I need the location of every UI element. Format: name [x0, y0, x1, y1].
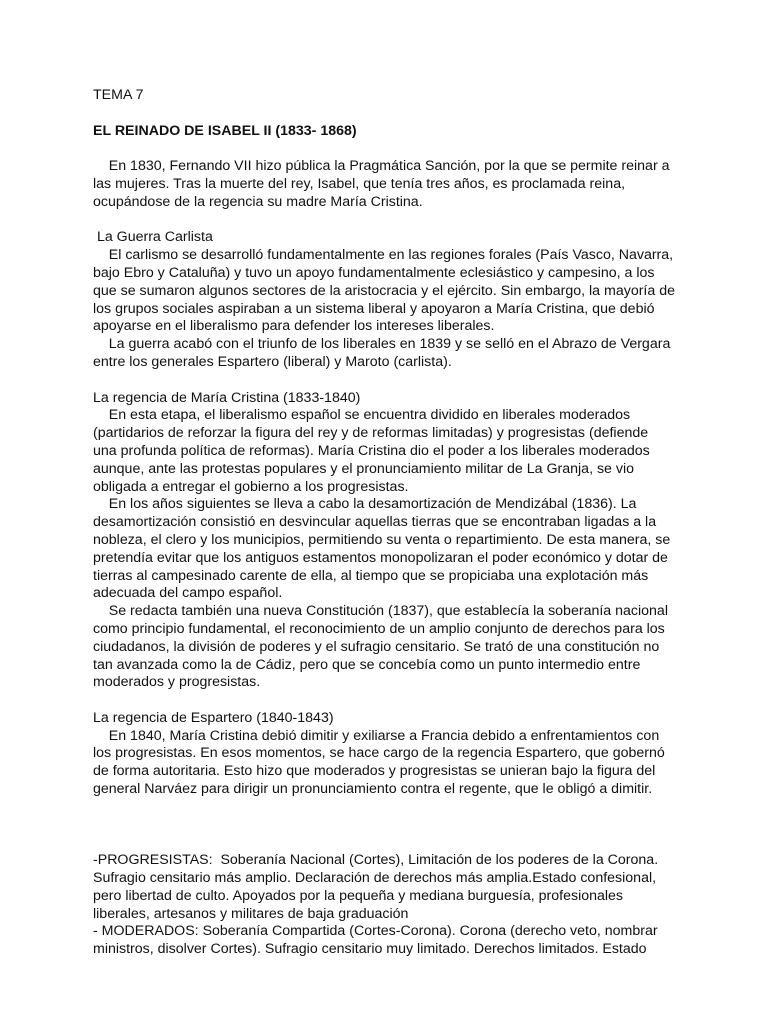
section-guerra-carlista [93, 229, 683, 371]
text-line: una profunda política de reformas). María Cristina dio el poder a los liberales moderados [93, 442, 650, 459]
text-line: apoyarse en el liberalismo para defender los intereses liberales. [93, 318, 495, 335]
text-line: liberales, artesanos y militares de baja graduación [93, 905, 409, 922]
text-line: La guerra acabó con el triunfo de los liberales en 1839 y se selló en el Abrazo de Vergara [93, 336, 671, 353]
text-line: general Narváez para dirigir un pronunciamiento contra el regente, que le obligó a dimitir. [93, 781, 653, 798]
blank-space [93, 817, 683, 853]
text-line: -PROGRESISTAS: Soberanía Nacional (Cortes), Limitación de los poderes de la Corona. [93, 852, 659, 869]
text-line: En los años siguientes se lleva a cabo la desamortización de Mendizábal (1836). La [93, 496, 637, 513]
text-line: nobleza, el clero y los municipios, permitiendo su venta o repartimiento. De esta manera, se [93, 531, 671, 548]
section-heading: La regencia de María Cristina (1833-1840) [93, 389, 361, 406]
text-line: que se sumaron algunos sectores de la aristocracia y el ejército. Sin embargo, la mayoría de [93, 282, 675, 299]
text-line: ocupándose de la regencia su madre María Cristina. [93, 193, 423, 210]
parties-summary [93, 852, 683, 959]
text-line: como principio fundamental, el reconocimiento de un amplio conjunto de derechos para los [93, 620, 665, 637]
text-line: ciudadanos, la división de poderes y el sufragio censitario. Se trató de una constitución no [93, 638, 660, 655]
text-line: adecuada del campo español. [93, 585, 283, 602]
text-line: En esta etapa, el liberalismo español se encuentra dividido en liberales moderados [93, 407, 631, 424]
text-line: En 1840, María Cristina debió dimitir y exiliarse a Francia debido a enfrentamientos con [93, 727, 660, 744]
document-title: EL REINADO DE ISABEL II (1833- 1868) [93, 122, 357, 139]
text-line: las mujeres. Tras la muerte del rey, Isabel, que tenía tres años, es proclamada reina, [93, 175, 626, 192]
text-line: tan avanzada como la de Cádiz, pero que se concebía como un punto intermedio entre [93, 656, 641, 673]
text-line: (partidarios de reforzar la figura del rey y de reformas limitadas) y progresistas (defiende [93, 425, 649, 442]
section-heading: La Guerra Carlista [93, 229, 213, 246]
text-line: tierras al campesinado carente de ella, al tiempo que se propiciaba una explotación más [93, 567, 649, 584]
text-line: - MODERADOS: Soberanía Compartida (Cortes-Corona). Corona (derecho veto, nombrar [93, 923, 658, 940]
text-line: de forma autoritaria. Esto hizo que moderados y progresistas se unieran bajo la figura del [93, 763, 656, 780]
text-line: Sufragio censitario más amplio. Declaración de derechos más amplia.Estado confesional, [93, 870, 657, 887]
section-regencia-maria-cristina [93, 390, 683, 693]
text-line: aunque, ante las protestas populares y el pronunciamiento militar de La Granja, se vio [93, 460, 635, 477]
text-line: los grupos sociales aspiraban a un sistema liberal y apoyaron a María Cristina, que debió [93, 300, 655, 317]
intro-paragraph [93, 158, 683, 211]
text-line: entre los generales Espartero (liberal) y Maroto (carlista). [93, 353, 452, 370]
text-line: desamortización consistió en desvincular aquellas tierras que se encontraban ligadas a la [93, 514, 657, 531]
section-heading: La regencia de Espartero (1840-1843) [93, 709, 334, 726]
text-line: El carlismo se desarrolló fundamentalmente en las regiones forales (País Vasco, Navarra, [93, 247, 674, 264]
topic-label: TEMA 7 [93, 87, 144, 103]
text-line: pretendía evitar que los antiguos estamentos monopolizaran el poder económico y dotar de [93, 549, 668, 566]
text-line: En 1830, Fernando VII hizo pública la Pragmática Sanción, por la que se permite reinar a [93, 158, 670, 175]
text-line: Se redacta también una nueva Constitución (1837), que establecía la soberanía nacional [93, 603, 668, 620]
text-line: ministros, disolver Cortes). Sufragio censitario muy limitado. Derechos limitados. Estado [93, 941, 647, 958]
document-page [93, 87, 683, 959]
text-line: pero libertad de culto. Apoyados por la pequeña y mediana burguesía, profesionales [93, 887, 624, 904]
text-line: obligada a entregar el gobierno a los progresistas. [93, 478, 409, 495]
text-line: los progresistas. En esos momentos, se hace cargo de la regencia Espartero, que gobernó [93, 745, 665, 762]
text-line: moderados y progresistas. [93, 674, 261, 691]
text-line: bajo Ebro y Cataluña) y tuvo un apoyo fundamentalmente eclesiástico y campesino, a los [93, 264, 655, 281]
section-regencia-espartero [93, 710, 683, 799]
